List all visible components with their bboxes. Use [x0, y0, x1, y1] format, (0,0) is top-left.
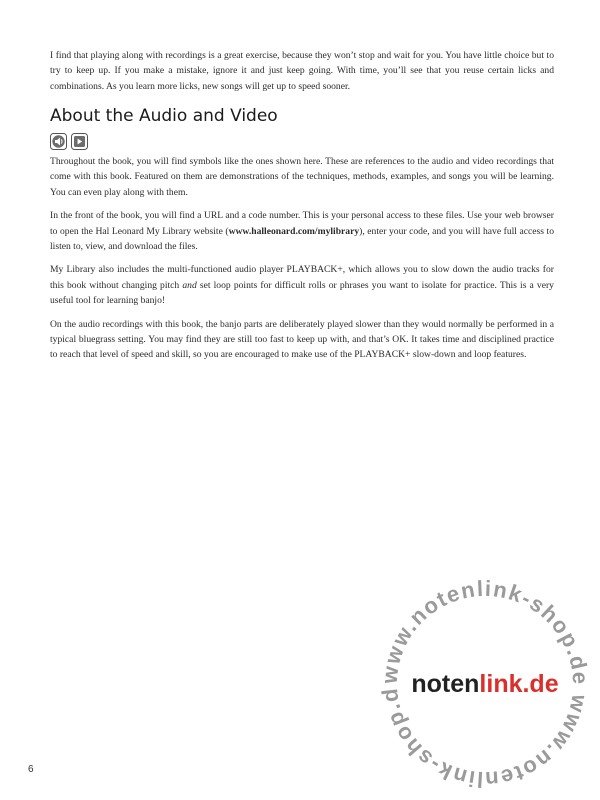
watermark-ring-textpath: www.notenlink-shop.de www.notenlink-shop.d: [376, 575, 594, 793]
intro-paragraph: I find that playing along with recordings is a great exercise, because they won’t stop and wait for you. You have little choice but to try to keep up. If you make a mistake, ignore it and just keep going. With time, you’ll see that you reuse certain licks and combinations. As you learn more licks, new songs will get up to speed sooner.: [50, 50, 554, 92]
video-play-icon: [71, 133, 88, 150]
svg-text:notenlink.de: [411, 670, 558, 698]
watermark-stamp: [374, 573, 596, 795]
page-number: 6: [28, 764, 34, 775]
section-body: [50, 154, 554, 371]
watermark-center-accent: link.de: [479, 670, 559, 698]
paragraph-playback-after: set loop points for difficult rolls or phrases you want to isolate for practice. This is a very useful tool for learning banjo!: [50, 279, 554, 307]
paragraph-access-before: In the front of the book, you will find a URL and a code number. This is your personal access to these files. Use your web browser to open the Hal Leonard My Library website (: [50, 210, 554, 237]
paragraph-playback: [50, 262, 554, 308]
intro-text: [50, 48, 554, 102]
paragraph-symbols: Throughout the book, you will find symbols like the ones shown here. These are references to the audio and video recordings that come with this book. Featured on them are demonstrations of the techniques, methods, examples, and songs you will be learning. You can even play along with them.: [50, 156, 554, 198]
watermark-center-dark: noten: [411, 670, 480, 698]
media-icons: [50, 133, 88, 153]
paragraph-playback-emphasis: and: [182, 279, 197, 291]
paragraph-access-after: ), enter your code, and you will have full access to listen to, view, and download the files.: [50, 225, 554, 253]
paragraph-tempo: On the audio recordings with this book, the banjo parts are deliberately played slower than they would normally be performed in a typical bluegrass setting. You may find they are still too fast to keep up with, and that’s OK. It takes time and disciplined practice to reach that level of speed and skill, so you are encouraged to make use of the PLAYBACK+ slow-down and loop features.: [50, 318, 554, 361]
section-heading: About the Audio and Video: [50, 106, 278, 126]
paragraph-playback-before: My Library also includes the multi-functioned audio player PLAYBACK+, which allows you to slow down the audio tracks for this book without changing pitch: [50, 264, 554, 291]
audio-speaker-icon: [50, 133, 67, 150]
paragraph-access: [50, 208, 554, 254]
library-url: www.halleonard.com/mylibrary: [228, 225, 360, 237]
